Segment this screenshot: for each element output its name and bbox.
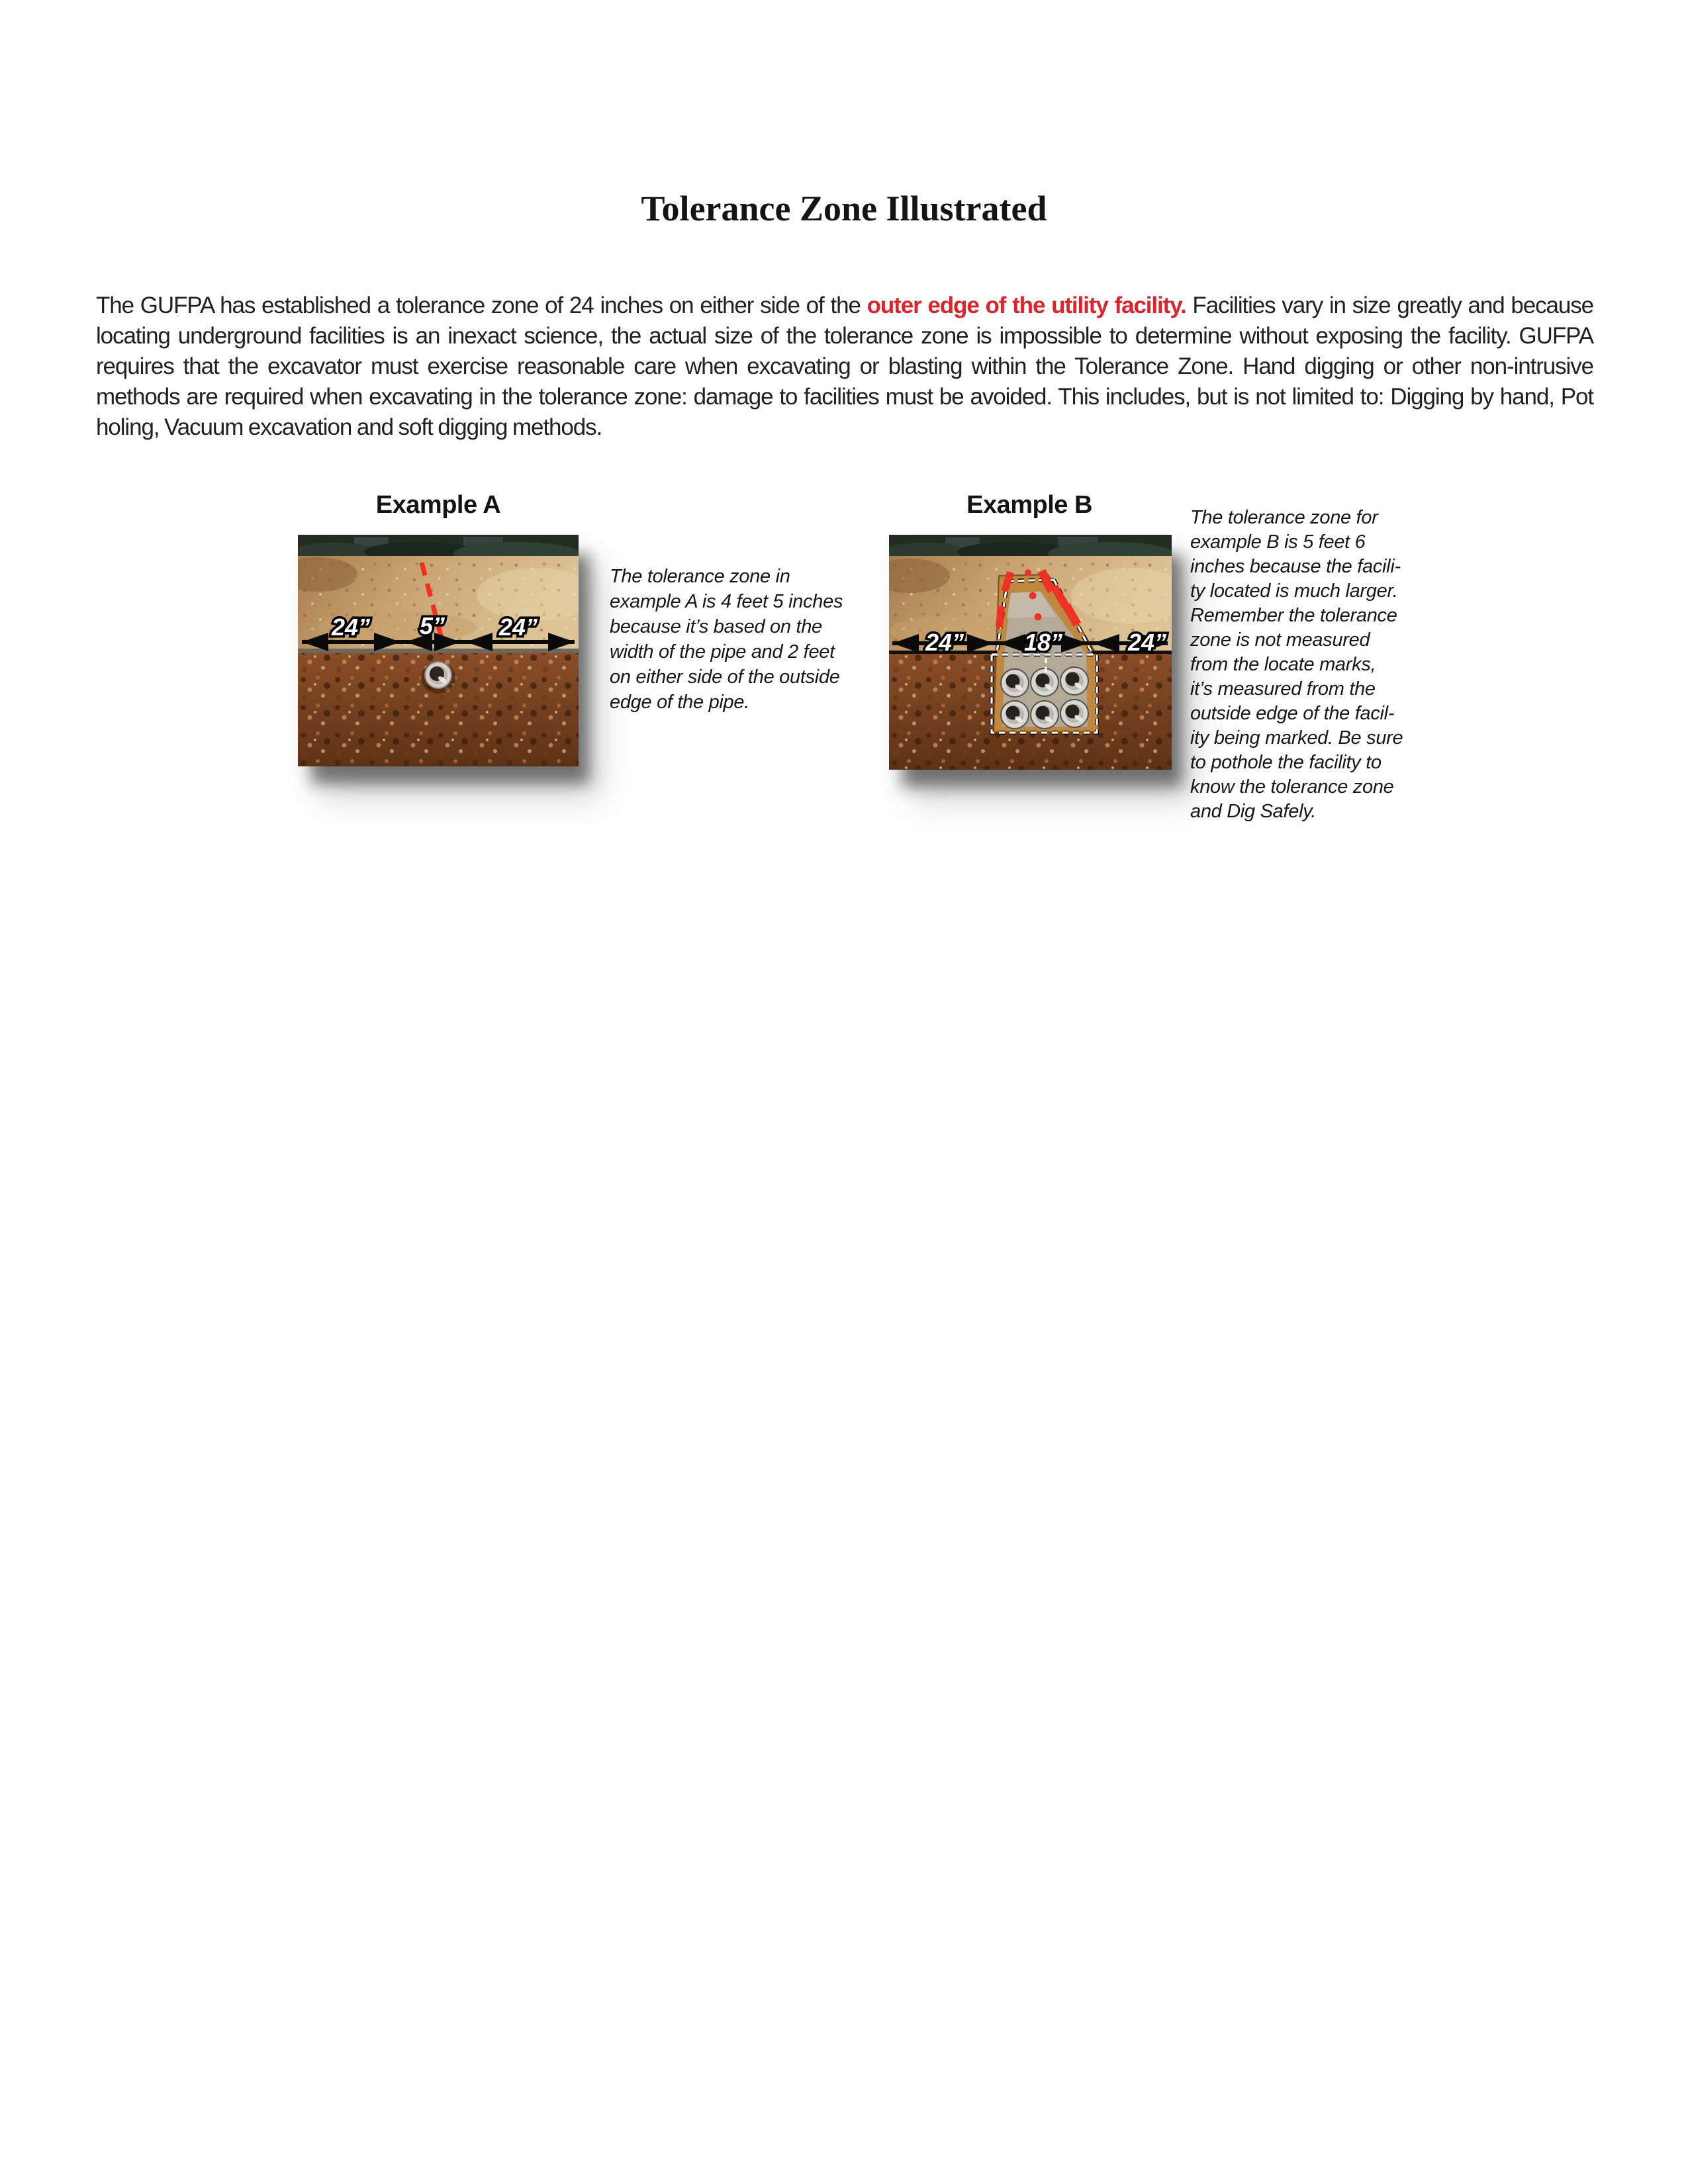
note-line: to pothole the facility to xyxy=(1190,752,1382,773)
note-line: width of the pipe and 2 feet xyxy=(610,641,835,662)
intro-text-after: Facilities vary in size greatly and because locating underground facilities is an inexact science, the actual size of the tolerance zone is impossible to determine without exposing the facility. GUFPA requires that the excavator must exercise reasonable care when excavating or blasting within the Tolerance Zone. Hand digging or other non-intrusive methods are required when excavating in the tolerance zone: damage to facilities must be avoided. This includes, but is not limited to: Digging by hand, Pot holing, Vacuum excavation and soft digging methods. xyxy=(96,293,1593,440)
measurement-label-right: 24” xyxy=(498,614,538,641)
example-b-photo xyxy=(889,535,1172,770)
example-a-heading: Example A xyxy=(375,491,501,519)
note-line: because it’s based on the xyxy=(610,616,822,637)
note-line: Remember the tolerance xyxy=(1190,605,1397,626)
measurement-label-left: 24” xyxy=(925,629,964,656)
note-line: know the tolerance zone xyxy=(1190,776,1394,797)
measurement-label-left: 24” xyxy=(331,614,371,641)
pipe-icon xyxy=(421,662,455,694)
note-line: outside edge of the facil- xyxy=(1190,703,1395,724)
note-line: from the locate marks, xyxy=(1190,654,1376,675)
intro-paragraph xyxy=(96,291,1593,443)
note-line: zone is not measured xyxy=(1190,629,1370,651)
example-b-heading: Example B xyxy=(966,491,1092,519)
note-line: inches because the facili- xyxy=(1190,556,1401,577)
example-a-photo xyxy=(298,535,579,766)
note-line: example B is 5 feet 6 xyxy=(1190,531,1366,553)
note-line: ity being marked. Be sure xyxy=(1190,727,1403,749)
note-line: example A is 4 feet 5 inches xyxy=(610,591,843,612)
note-line: ty located is much larger. xyxy=(1190,580,1398,602)
measurement-label-center: 18” xyxy=(1023,629,1063,656)
note-line: on either side of the outside xyxy=(610,666,840,688)
note-line: edge of the pipe. xyxy=(610,692,749,713)
example-a-illustration xyxy=(298,535,579,766)
intro-red-phrase: outer edge of the utility facility. xyxy=(867,293,1186,318)
note-line: The tolerance zone in xyxy=(610,566,790,587)
note-line: it’s measured from the xyxy=(1190,678,1376,700)
measurement-label-right: 24” xyxy=(1127,629,1167,656)
example-b-illustration xyxy=(889,535,1172,770)
page-title: Tolerance Zone Illustrated xyxy=(641,189,1047,229)
note-line: The tolerance zone for xyxy=(1190,507,1378,528)
example-b-note xyxy=(1190,506,1481,824)
measurement-label-center: 5” xyxy=(419,612,445,639)
example-a-note xyxy=(610,564,888,715)
note-line: and Dig Safely. xyxy=(1190,801,1317,822)
intro-text-before: The GUFPA has established a tolerance zone of 24 inches on either side of the xyxy=(96,293,867,318)
